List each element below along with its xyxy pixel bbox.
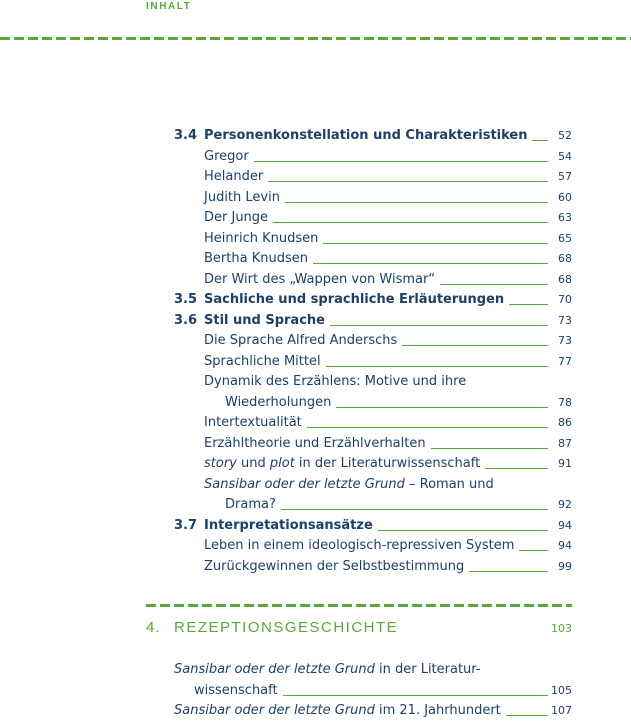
toc-entry[interactable] bbox=[174, 557, 572, 578]
toc-entry[interactable] bbox=[174, 290, 572, 311]
title-italic: plot bbox=[269, 456, 295, 471]
chapter-title: REZEPTIONSGESCHICHTE bbox=[174, 619, 399, 636]
entry-title: Bertha Knudsen bbox=[204, 251, 308, 266]
entry-title: Intertextualität bbox=[204, 415, 302, 430]
leader-line bbox=[330, 324, 548, 326]
entry-title-continuation: Drama? bbox=[225, 497, 276, 512]
leader-line bbox=[469, 570, 548, 572]
toc-entry[interactable] bbox=[174, 229, 572, 250]
page-number: 105 bbox=[551, 683, 572, 697]
page-number: 52 bbox=[558, 129, 572, 142]
chapter-page: 103 bbox=[551, 622, 572, 635]
section-number: 3.7 bbox=[174, 517, 198, 533]
leader-line bbox=[268, 180, 548, 182]
entry-title: Gregor bbox=[204, 148, 249, 164]
chapter-toc-list bbox=[174, 660, 572, 722]
entry-title: Helander bbox=[204, 169, 264, 184]
page-number: 54 bbox=[558, 149, 572, 163]
title-text: – Roman und bbox=[404, 476, 494, 492]
section-number: 3.6 bbox=[174, 312, 198, 328]
page-number: 86 bbox=[558, 416, 572, 429]
page-number: 73 bbox=[558, 313, 572, 327]
leader-line bbox=[326, 365, 548, 367]
toc-entry-continuation[interactable] bbox=[174, 393, 572, 414]
toc-entry[interactable] bbox=[174, 536, 572, 557]
title-text: im 21. Jahrhundert bbox=[374, 703, 501, 718]
page-number: 77 bbox=[558, 354, 572, 368]
leader-line bbox=[283, 694, 548, 696]
leader-line bbox=[323, 242, 548, 244]
leader-line bbox=[440, 283, 548, 285]
leader-line bbox=[431, 447, 548, 449]
entry-title: Sprachliche Mittel bbox=[204, 353, 321, 369]
page-number: 94 bbox=[558, 539, 572, 552]
leader-line bbox=[254, 160, 548, 162]
page-number: 78 bbox=[558, 395, 572, 409]
toc-entry[interactable] bbox=[174, 701, 572, 722]
page-number: 99 bbox=[558, 559, 572, 573]
chapter-number: 4. bbox=[146, 619, 161, 636]
entry-title: Der Junge bbox=[204, 210, 269, 225]
page-number: 92 bbox=[558, 498, 572, 511]
entry-title: Personenkonstellation und Charakteristiken bbox=[204, 128, 528, 143]
entry-title bbox=[174, 701, 506, 722]
page-number: 57 bbox=[558, 170, 572, 183]
toc-entry[interactable] bbox=[174, 126, 572, 147]
entry-title bbox=[174, 660, 486, 681]
page-number: 63 bbox=[558, 211, 572, 224]
entry-title-continuation: wissenschaft bbox=[194, 682, 278, 698]
page-number: 87 bbox=[558, 436, 572, 450]
entry-title-continuation: Wiederholungen bbox=[225, 394, 332, 410]
toc-entry[interactable] bbox=[174, 147, 572, 168]
page-number: 65 bbox=[558, 231, 572, 245]
toc-entry[interactable] bbox=[174, 311, 572, 332]
chapter-rule bbox=[146, 604, 572, 607]
section-number: 3.4 bbox=[174, 128, 198, 143]
leader-line bbox=[378, 529, 548, 531]
toc-list bbox=[174, 126, 572, 577]
entry-title: Judith Levin bbox=[204, 189, 280, 205]
page-number: 73 bbox=[558, 334, 572, 347]
section-number: 3.5 bbox=[174, 292, 198, 307]
leader-line bbox=[336, 406, 548, 408]
leader-line bbox=[485, 467, 548, 469]
page-number: 68 bbox=[558, 252, 572, 265]
page-number: 107 bbox=[551, 704, 572, 717]
entry-title bbox=[204, 454, 485, 475]
running-header: INHALT bbox=[146, 1, 192, 12]
entry-title: Die Sprache Alfred Anderschs bbox=[204, 333, 398, 348]
chapter-heading[interactable] bbox=[146, 619, 572, 641]
title-text: in der Literaturwissenschaft bbox=[294, 456, 481, 471]
toc-entry[interactable] bbox=[174, 188, 572, 209]
entry-title: Erzähltheorie und Erzählverhalten bbox=[204, 435, 426, 451]
header-rule bbox=[0, 37, 631, 40]
entry-title: Interpretationsansätze bbox=[204, 517, 373, 533]
page-number: 94 bbox=[558, 518, 572, 532]
toc-entry-continuation[interactable] bbox=[174, 681, 572, 702]
leader-line bbox=[519, 549, 548, 551]
toc-entry[interactable] bbox=[174, 270, 572, 291]
entry-title: Stil und Sprache bbox=[204, 312, 325, 328]
toc-entry-continuation[interactable] bbox=[174, 495, 572, 516]
page-number: 91 bbox=[558, 457, 572, 470]
leader-line bbox=[273, 221, 548, 223]
toc-entry[interactable] bbox=[174, 372, 572, 393]
title-italic: Sansibar oder der letzte Grund bbox=[204, 476, 405, 492]
toc-entry[interactable] bbox=[174, 434, 572, 455]
toc-entry[interactable] bbox=[174, 249, 572, 270]
page-number: 68 bbox=[558, 272, 572, 286]
leader-line bbox=[532, 139, 548, 141]
entry-title: Der Wirt des „Wappen von Wismar“ bbox=[204, 271, 436, 287]
entry-title: Dynamik des Erzählens: Motive und ihre bbox=[204, 374, 467, 389]
toc-entry[interactable] bbox=[174, 454, 572, 475]
leader-line bbox=[281, 508, 548, 510]
title-italic: Sansibar oder der letzte Grund bbox=[174, 703, 375, 718]
toc-entry[interactable] bbox=[174, 660, 572, 681]
leader-line bbox=[313, 262, 548, 264]
toc-entry[interactable] bbox=[174, 475, 572, 496]
leader-line bbox=[307, 426, 548, 428]
leader-line bbox=[402, 344, 548, 346]
toc-entry[interactable] bbox=[174, 331, 572, 352]
toc-entry[interactable] bbox=[174, 516, 572, 537]
title-text: in der Literatur- bbox=[374, 662, 481, 677]
title-italic: Sansibar oder der letzte Grund bbox=[174, 662, 375, 677]
leader-line bbox=[509, 303, 548, 305]
entry-title: Leben in einem ideologisch-repressiven System bbox=[204, 538, 515, 553]
page-number: 60 bbox=[558, 190, 572, 204]
leader-line bbox=[506, 714, 548, 716]
leader-line bbox=[285, 201, 548, 203]
toc-entry[interactable] bbox=[174, 352, 572, 373]
toc-entry[interactable] bbox=[174, 167, 572, 188]
title-italic: story bbox=[204, 456, 237, 471]
page-number: 70 bbox=[558, 293, 572, 306]
entry-title: Zurückgewinnen der Selbstbestimmung bbox=[204, 558, 465, 574]
toc-entry[interactable] bbox=[174, 208, 572, 229]
toc-entry[interactable] bbox=[174, 413, 572, 434]
entry-title: Heinrich Knudsen bbox=[204, 230, 319, 246]
entry-title: Sachliche und sprachliche Erläuterungen bbox=[204, 292, 505, 307]
title-text: und bbox=[236, 456, 270, 471]
entry-title bbox=[204, 475, 499, 496]
